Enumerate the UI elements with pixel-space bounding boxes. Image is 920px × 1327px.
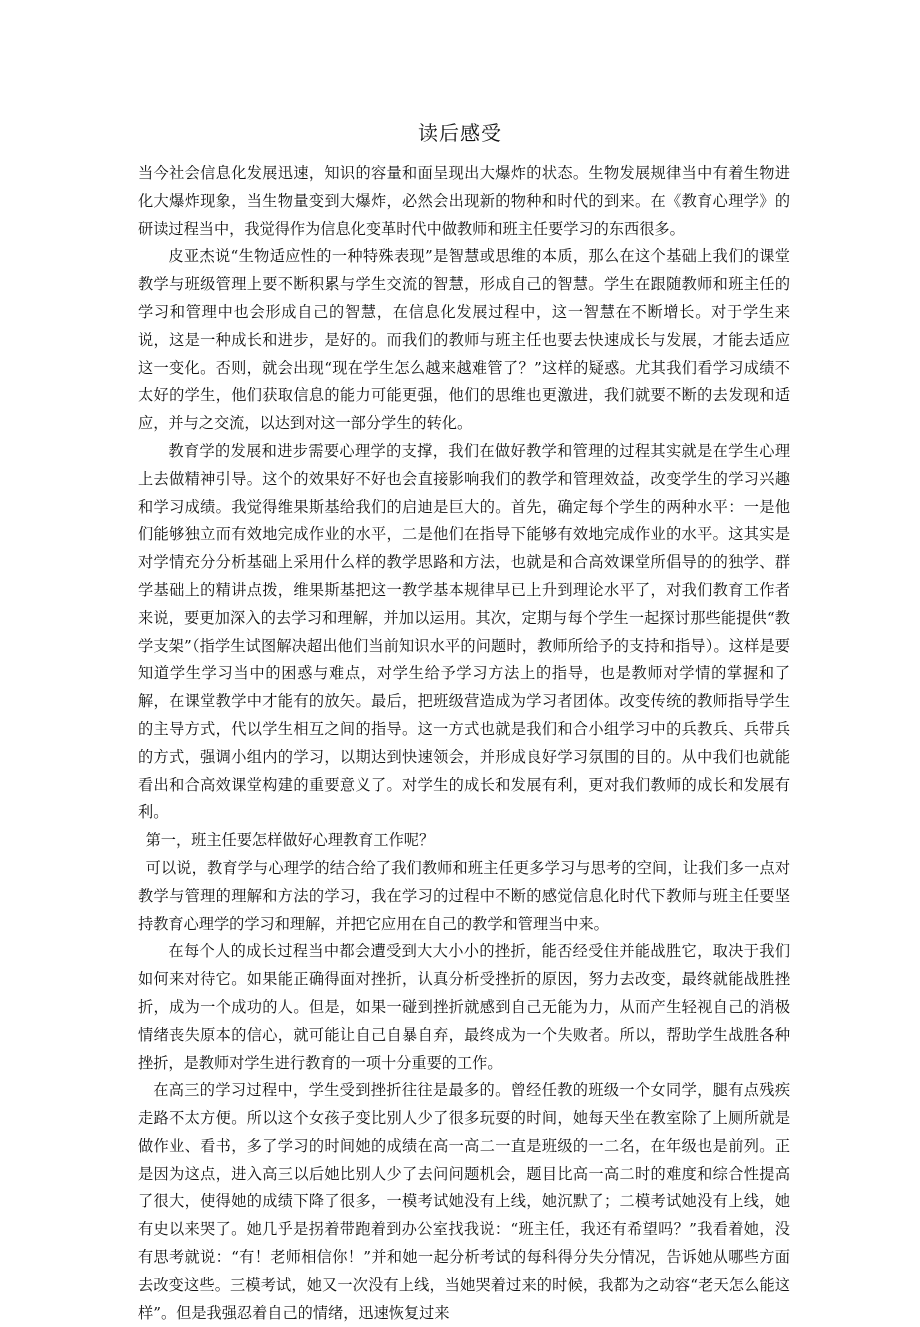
document-body [138, 160, 790, 1327]
paragraph-reflection: 可以说，教育学与心理学的结合给了我们教师和班主任更多学习与思考的空间，让我们多一点对教学与管理的理解和方法的学习，我在学习的过程中不断的感觉信息化时代下教师与班主任要坚持教育心理学的学习和理解，并把它应用在自己的教学和管理当中来。 [138, 858, 790, 933]
paragraph-frustration: 在每个人的成长过程当中都会遭受到大大小小的挫折，能否经受住并能战胜它，取决于我们如何来对待它。如果能正确得面对挫折，认真分析受挫折的原因，努力去改变，最终就能战胜挫折，成为一个成功的人。但是，如果一碰到挫折就感到自己无能为力，从而产生轻视自己的消极情绪丧失原本的信心，就可能让自己自暴自弃，最终成为一个失败者。所以，帮助学生战胜各种挫折，是教师对学生进行教育的一项十分重要的工作。 [138, 942, 790, 1072]
paragraph-vygotsky: 教育学的发展和进步需要心理学的支撑，我们在做好教学和管理的过程其实就是在学生心理上去做精神引导。这个的效果好不好也会直接影响我们的教学和管理效益，改变学生的学习兴趣和学习成绩。我觉得维果斯基给我们的启迪是巨大的。首先，确定每个学生的两种水平：一是他们能够独立而有效地完成作业的水平，二是他们在指导下能够有效地完成作业的水平。这其实是对学情充分分析基础上采用什么样的教学思路和方法，也就是和合高效课堂所倡导的的独学、群学基础上的精讲点拨，维果斯基把这一教学基本规律早已上升到理论水平了，对我们教育工作者来说，要更加深入的去学习和理解，并加以运用。其次，定期与每个学生一起探讨那些能提供“教学支架”（指学生试图解决超出他们当前知识水平的问题时，教师所给予的支持和指导）。这样是要知道学生学习当中的困惑与难点，对学生给予学习方法上的指导，也是教师对学情的掌握和了解，在课堂教学中才能有的放矢。最后，把班级营造成为学习者团体。改变传统的教师指导学生的主导方式，代以学生相互之间的指导。这一方式也就是我们和合小组学习中的兵教兵、兵带兵的方式，强调小组内的学习，以期达到快速领会，并形成良好学习氛围的目的。从中我们也就能看出和合高效课堂构建的重要意义了。对学生的成长和发展有利，更对我们教师的成长和发展有利。 [138, 441, 790, 822]
document-title: 读后感受 [418, 121, 502, 145]
paragraph-intro: 当今社会信息化发展迅速，知识的容量和面呈现出大爆炸的状态。生物发展规律当中有着生物进化大爆炸现象，当生物量变到大爆炸，必然会出现新的物种和时代的到来。在《教育心理学》的研读过程当中，我觉得作为信息化变革时代中做教师和班主任要学习的东西很多。 [138, 164, 790, 238]
paragraph-piaget: 皮亚杰说“生物适应性的一种特殊表现”是智慧或思维的本质，那么在这个基础上我们的课堂教学与班级管理上要不断积累与学生交流的智慧，形成自己的智慧。学生在跟随教师和班主任的学习和管理中也会形成自己的智慧，在信息化发展过程中，这一智慧在不断增长。对于学生来说，这是一种成长和进步，是好的。而我们的教师与班主任也要去快速成长与发展，才能去适应这一变化。否则，就会出现“现在学生怎么越来越难管了？”这样的疑惑。尤其我们看学习成绩不太好的学生，他们获取信息的能力可能更强，他们的思维也更激进，我们就要不断的去发现和适应，并与之交流，以达到对这一部分学生的转化。 [138, 247, 790, 433]
paragraph-section-heading: 第一，班主任要怎样做好心理教育工作呢？ [145, 831, 435, 850]
paragraph-student-story: 在高三的学习过程中，学生受到挫折往往是最多的。曾经任教的班级一个女同学，腿有点残疾走路不太方便。所以这个女孩子变比别人少了很多玩耍的时间，她每天坐在教室除了上厕所就是做作业、看书，多了学习的时间她的成绩在高一高二一直是班级的一二名，在年级也是前列。正是因为这点，进入高三以后她比别人少了去问问题机会，题目比高一高二时的难度和综合性提高了很大，使得她的成绩下降了很多，一模考试她没有上线，她沉默了；二模考试她没有上线，她有史以来哭了。她几乎是拐着带跑着到办公室找我说：“班主任，我还有希望吗？”我看着她，没有思考就说：“有！老师相信你！”并和她一起分析考试的每科得分失分情况，告诉她从哪些方面去改变这些。三模考试，她又一次没有上线，当她哭着过来的时候，我都为之动容“老天怎么能这样”。但是我强忍着自己的情绪，迅速恢复过来 [138, 1081, 790, 1322]
